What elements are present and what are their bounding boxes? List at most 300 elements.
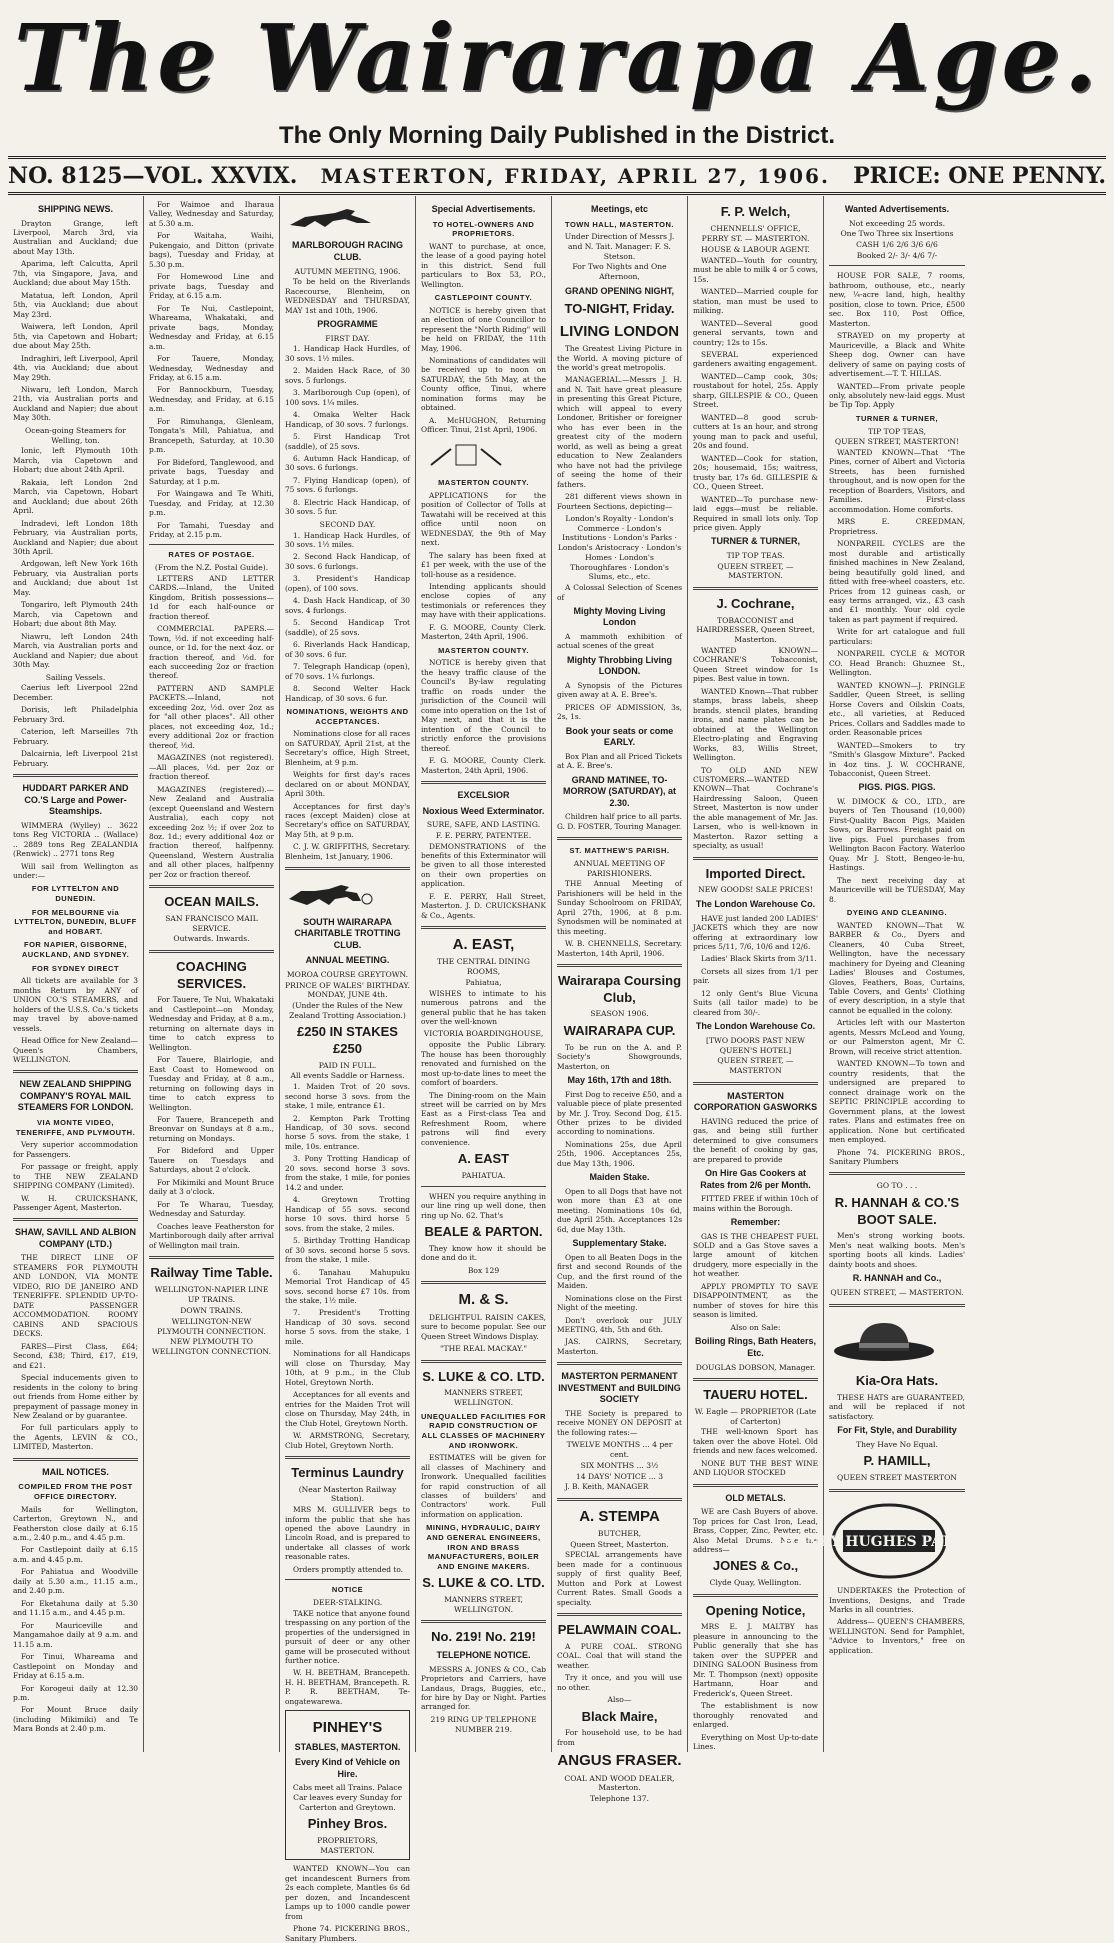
warehouse-heading-2: The London Warehouse Co.	[695, 1021, 816, 1032]
caption: DOUGLAS DOBSON, Manager.	[695, 1362, 816, 1372]
text: PRICES OF ADMISSION, 3s, 2s, 1s.	[557, 702, 682, 722]
caption: TOBACCONIST and HAIRDRESSER, Queen Street, Masterton.	[696, 615, 815, 645]
text: Drayton Grange, left Liverpool, March 3rd, via Australian and Auckland; due about May 13th.	[13, 218, 138, 256]
text: Nominations close on the First Night of the meeting.	[557, 1293, 682, 1313]
text: HAVE just landed 200 LADIES' JACKETS which they are now offering at extraordinary low prices 5/11, 7/6, 10/6 and 12/6.	[693, 913, 818, 951]
text: MAGAZINES (registered).—New Zealand and Australia (except Queensland and Western Australia), each copy not exceeding 2oz ½; if over 2oz to 8oz. 1d.; every additional 4oz or fraction thereof, halfpenny. Queensland, Western Australia and all other places, halfpenny per 2oz or fraction thereof.	[149, 784, 274, 879]
divider	[13, 774, 138, 777]
text: SPECIAL arrangements have been made for a continuous supply of first quality Beef, Mutton and Pork at Lowest Current Rates. Small Goods a specialty.	[557, 1550, 682, 1607]
divider	[285, 867, 410, 870]
issue-date: MASTERTON, FRIDAY, APRIL 27, 1906.	[320, 164, 830, 188]
text: The salary has been fixed at £1 per week, with the use of the toll-house as a residence.	[421, 550, 546, 579]
pinhey-bros-heading: Pinhey Bros.	[307, 1816, 388, 1832]
pigs-heading: PIGS. PIGS. PIGS.	[858, 782, 936, 793]
race-item: 5. First Handicap Trot (saddle), of 25 sovs.	[285, 432, 410, 451]
luke-heading-2: S. LUKE & CO. LTD.	[422, 1575, 545, 1591]
tonight-heading: TO-NIGHT, Friday.	[564, 301, 675, 317]
text: For Waingawa and Te Whiti, Tuesday, and Friday, at 12.30 p.m.	[149, 489, 274, 518]
text: WANTED KNOWN—COCHRANE'S Tobacconist, Queen Street window for 1s pipes. Best value in town.	[693, 645, 818, 684]
caption: NEW PLYMOUTH TO WELLINGTON CONNECTION.	[151, 1337, 272, 1356]
text: WANTED KNOWN—That "The Pines, corner of Albert and Victoria Streets, has been furnished throughout, and is now open for the reception of Boarders, Visitors, and Families. First-class accommodation. Home comforts.	[829, 447, 965, 514]
caption: DEER-STALKING.	[312, 1597, 383, 1607]
pelawmain-heading: PELAWMAIN COAL.	[557, 1622, 682, 1638]
divider	[693, 587, 818, 590]
caption: (From the N.Z. Postal Guide).	[154, 563, 269, 573]
text: For Rimuhanga, Glenleam, Tongata's Mill, Pahiatua, and Brancepeth, Saturday, at 10.30 p.m.	[149, 416, 274, 455]
race-item: 4. Omaka Welter Hack Handicap, of 30 sovs. 7 furlongs.	[285, 410, 410, 429]
shaw-savill-heading: SHAW, SAVILL AND ALBION COMPANY (LTD.)	[14, 1227, 136, 1249]
divider	[149, 950, 274, 953]
text: A PURE COAL. STRONG COAL. Coal that will stand the weather.	[557, 1641, 682, 1670]
caption: PRINCE OF WALES' BIRTHDAY. MONDAY, JUNE 4th.	[285, 980, 410, 1000]
masthead-rule-top	[8, 156, 1106, 159]
column-1	[8, 196, 144, 1752]
text: WANTED KNOWN—J. PRINGLE Saddler, Queen Street, is selling Horse Covers and Oilskin Coats, etc., all varieties, at Reduced Prices. Collars and Saddles made to order. Reasonable prices	[829, 680, 965, 738]
caption: MANNERS STREET, WELLINGTON.	[444, 1388, 523, 1408]
text: THESE HATS are GUARANTEED, and will be replaced if not satisfactory.	[829, 1392, 965, 1421]
text: ESTIMATES will be given for all classes of Machinery and Ironwork. Unequalled facilities for rapid construction of all classes of builders' and Contractors' work. Full information on application.	[421, 1453, 546, 1519]
a-east-heading: A. EAST,	[452, 936, 515, 954]
text: WANTED—Youth for country, must be able to milk 4 or 5 cows, 15s.	[693, 255, 818, 284]
dyeing-heading: DYEING AND CLEANING.	[846, 908, 948, 918]
divider	[149, 544, 274, 545]
divider	[693, 1082, 818, 1085]
coaching-heading: COACHING SERVICES.	[176, 959, 247, 991]
caption: QUEEN STREET, — MASTERTON	[717, 1056, 794, 1075]
caption: CHENNELLS' OFFICE,	[710, 223, 801, 233]
caption: MANNERS STREET, WELLINGTON.	[444, 1595, 523, 1614]
masthead-rule-bottom	[8, 192, 1106, 195]
caption: Outwards. Inwards.	[173, 934, 250, 944]
race-item: 2. Maiden Hack Race, of 30 sovs. 5 furlongs.	[285, 366, 410, 385]
text: Nominations of candidates will be received up to noon on SATURDAY, the 5th May, at the County office, Tinui, where nomination forms may be obtained.	[421, 355, 546, 413]
caption: QUEEN STREET MASTERTON	[837, 1472, 957, 1482]
nominations-heading: NOMINATIONS, WEIGHTS AND ACCEPTANCES.	[286, 707, 409, 726]
text: WE are Cash Buyers of above. Top prices for Cast Iron, Lead, Brass, Copper, Zinc, Pewter, etc. Also Metal Drums. Note the address—	[693, 1507, 818, 1555]
text: WHEN you require anything in our line ring up well done, then ring up No. 62. That's	[421, 1191, 546, 1220]
text: For Korogeui daily at 12.30 p.m.	[13, 1683, 138, 1702]
divider	[693, 857, 818, 860]
beale-heading: BEALE & PARTON.	[424, 1224, 543, 1240]
terminus-heading: Terminus Laundry	[291, 1465, 404, 1481]
text: NOTICE is hereby given that the heavy traffic clause of the Council's By-law regulating traffic on roads under the jurisdiction of the Council will come into operation on the 1st of May next, and that it is the intention of the Council to strictly enforce the provisions thereof.	[421, 658, 546, 753]
text: Tongariro, left Plymouth 24th March, via Capetown and Hobart; due about 8th May.	[13, 600, 138, 629]
caption: PERRY ST. — MASTERTON.	[701, 234, 810, 244]
race-item: 1. Handicap Hack Hurdles, of 30 sovs. 1½ miles.	[285, 530, 410, 550]
text: For Pahiatua and Woodville daily at 5.30 a.m., 11.15 a.m., and 2.40 p.m.	[13, 1567, 138, 1596]
divider	[557, 1362, 682, 1365]
column-3	[280, 196, 416, 1943]
meetings-heading: Meetings, etc	[590, 204, 648, 214]
caption: W. Eagle — PROPRIETOR (Late of Carterton)	[694, 1406, 817, 1426]
text: Niawru, left London 24th March, via Australian ports and Auckland and Napier; due about 30th May.	[13, 631, 138, 670]
divider	[421, 1281, 546, 1284]
book-heading: Book your seats or come EARLY.	[565, 725, 674, 748]
text: Open to all Beaten Dogs in the first and second Rounds of the Cup, and the first round of the Maiden.	[557, 1252, 682, 1291]
rate-row: SIX MONTHS ... 3½	[580, 1460, 659, 1470]
a-east-heading-2: A. EAST	[457, 1151, 510, 1167]
text: Weights for first day's races declared on or about MONDAY, April 30th.	[285, 770, 410, 799]
postage-heading: RATES OF POSTAGE.	[168, 550, 255, 560]
text: For Tauere, Brancepeth and Breonvar on Sundays at 8 a.m., returning on Mondays.	[149, 1114, 274, 1143]
race-item: 4. Dash Hack Handicap, of 30 sovs. 4 furlongs.	[285, 596, 410, 615]
caption: QUEEN STREET, — MASTERTON.	[717, 561, 794, 581]
caption: ANNUAL MEETING OF PARISHIONERS.	[573, 858, 666, 878]
divider	[149, 885, 274, 888]
supplementary-heading: Supplementary Stake.	[572, 1238, 667, 1249]
divider	[829, 265, 965, 266]
jones-heading: JONES & Co.,	[712, 1558, 799, 1574]
text: NOTICE is hereby given that an election of one Councillor to represent the "North Riding" will be held on FRIDAY, the 11th May, 1906.	[421, 305, 546, 353]
racehorse-icon	[285, 203, 375, 231]
text: A Colossal Selection of Scenes of	[557, 583, 682, 602]
caption: PAID IN FULL.	[318, 1060, 377, 1070]
wairarapa-cup-heading: WAIRARAPA CUP.	[563, 1023, 676, 1039]
caption: SAN FRANCISCO MAIL SERVICE.	[165, 913, 258, 933]
text: For Tauere, Te Nui, Whakataki and Castlepoint—on Monday, Wednesday and Friday, at 8 a.m., returning on alternate days in time to catch express to Wellington.	[149, 995, 274, 1052]
divider	[693, 1378, 818, 1381]
text: WANTED—Camp cook, 30s; roustabout for hotel, 25s. Apply sharp, GILLESPIE & CO., Queen Street.	[693, 371, 818, 410]
caption: MOROA COURSE GREYTOWN.	[286, 969, 409, 979]
text: The establishment is now thoroughly renovated and enlarged.	[693, 1701, 818, 1730]
text: All tickets are available for 3 months Return by ANY of UNION CO.'S STEAMERS, and holders of the U.S.S. Co.'s tickets may travel by above-named vessels.	[13, 976, 138, 1033]
text: GAS IS THE CHEAPEST FUEL SOLD and a Gas Stove saves a large amount of kitchen drudgery, more especially in the hot weather.	[693, 1231, 818, 1279]
coursing-heading: Wairarapa Coursing Club,	[557, 973, 682, 1005]
may-heading: May 16th, 17th and 18th.	[567, 1075, 672, 1086]
caption: DOWN TRAINS.	[180, 1306, 243, 1316]
pinhey-heading: PINHEY'S	[312, 1719, 383, 1737]
text: Will sail from Wellington as under:—	[13, 861, 138, 880]
text: For Bideford and Upper Tauere on Tuesdays and Saturdays, about 2 o'clock.	[149, 1146, 274, 1175]
divider	[829, 1304, 965, 1307]
text: WANTED Known—That rubber stamps, brass labels, sheep brands, stencil plates, branding irons, and name plates can be obtained at the Wellington Electro-plating and Engraving Works, 83, Willis Street, Wellington.	[693, 686, 818, 763]
text: THE well-known Sport has taken over the above Hotel. Old friends and new faces welcomed.	[693, 1427, 818, 1456]
text: WANTED—To purchase new-laid eggs—must be reliable. Required in small lots only. Top price given. Apply	[693, 494, 818, 532]
text: For household use, to be had from	[557, 1728, 682, 1747]
mighty-heading: Mighty Moving Living London	[573, 605, 666, 628]
text: Head Office for New Zealand—Queen's Chambers, WELLINGTON.	[13, 1036, 138, 1064]
text: Phone 74. PICKERING BROS., Sanitary Plumbers.	[285, 1924, 410, 1943]
programme-heading: PROGRAMME	[317, 319, 378, 330]
text: Indradevi, left London 18th February, via Australian ports, Auckland and Napier; due about 30th April.	[13, 518, 138, 557]
caption: THE CENTRAL DINING ROOMS,	[437, 957, 530, 977]
caption: Queen Street, Masterton.	[570, 1539, 669, 1549]
town-hall-heading: TOWN HALL, MASTERTON.	[565, 219, 674, 229]
text: For Tamahi, Tuesday and Friday, at 2.15 p.m.	[149, 520, 274, 539]
text: The Dining-room on the Main street will be carried on by Mrs East as a First-class Tea and Refreshment Room, where patrons will find every convenience.	[421, 1090, 546, 1147]
caption: QUEEN STREET, MASTERTON!	[834, 437, 960, 447]
text: WANTED—Married couple for station, man must be used to milking.	[693, 287, 818, 316]
route-heading: FOR LYTTELTON AND DUNEDIN.	[31, 884, 120, 904]
gasworks-heading: MASTERTON CORPORATION GASWORKS	[693, 1090, 818, 1113]
welch-heading: F. P. Welch,	[720, 204, 791, 219]
dateline-bar	[8, 162, 1106, 190]
column-4	[416, 196, 552, 1752]
rate-row: TWELVE MONTHS ... 4 per cent.	[566, 1440, 673, 1460]
text: APPLICATIONS for the position of Collector of Tolls at Tawatahi will be received at this office until noon on WEDNESDAY, the 9th of May next.	[421, 490, 546, 548]
text: Open to all Dogs that have not won more than £3 at one meeting. Nominations 10s 6d, due April 25th. Acceptances 12s 6d, due May 13th.	[557, 1186, 682, 1234]
text: 2. Kempton Park Trotting Handicap, of 30 sovs. second horse 5 sovs. from the stake, 1 mile, 10s. entrance.	[285, 1113, 410, 1151]
telephone-heading: TELEPHONE NOTICE.	[436, 1650, 531, 1661]
text: The Greatest Living Picture in the World. A moving picture of the world's great metropolis.	[557, 344, 682, 372]
text: For Bannockburn, Tuesday, Wednesday, and Friday, at 6.15 a.m.	[149, 385, 274, 414]
caption: VICTORIA BOARDINGHOUSE,	[423, 1029, 544, 1039]
railway-heading: Railway Time Table.	[150, 1265, 273, 1281]
divider	[693, 1594, 818, 1597]
text: THE Annual Meeting of Parishioners will be held in the Sunday Schoolroom on FRIDAY, April 27th, 1906, at 8 p.m. Synodsmen will be nominated at this meeting.	[557, 879, 682, 936]
on-hire-heading: On Hire Gas Cookers at Rates from 2/6 per Month.	[700, 1168, 811, 1190]
text: PATTERN AND SAMPLE PACKETS.—Inland, not exceeding 2oz, ½d. over 2oz as for "all other places". All other places, not exceeding 4oz, 1d.; every additional 2oz or fraction thereof, ½d.	[149, 683, 274, 750]
text: NONPAREIL CYCLE & MOTOR CO. Head Branch: Ghuznee St., Wellington.	[829, 649, 965, 678]
text: For Mikimiki and Mount Bruce daily at 3 o'clock.	[149, 1177, 274, 1197]
text: Men's strong working boots. Men's neat walking boots. Men's sporting boots all kinds. Ladies' dainty boots and shoes.	[829, 1231, 965, 1269]
text: WANTED KNOWN—To town and country residents, that the undersigned are prepared to connect drainage work on the SEPTIC PRINCIPLE according to Government plans, at the lowest rates. Plans and estimates free on application. None but certificated men employed.	[829, 1059, 965, 1145]
text: Dorisis, left Philadelphia February 3rd.	[13, 705, 138, 724]
divider	[421, 1620, 546, 1623]
text: For full particulars apply to the Agents, LEVIN & CO., LIMITED, Masterton.	[13, 1423, 138, 1452]
text: Nominations close for all races on SATURDAY, April 21st, at the Secretary's office, High Street, Blenheim, at 9 p.m.	[285, 729, 410, 767]
caption: SURE, SAFE, AND LASTING.	[426, 820, 541, 830]
caption: They Have No Equal.	[856, 1439, 938, 1449]
caption: "THE REAL MACKAY."	[440, 1343, 527, 1353]
text: A Synopsis of the Pictures given away at A. E. Bree's.	[557, 680, 682, 700]
text: FARES—First Class, £64; Second, £38; Third, £17, £19, and £21.	[13, 1341, 138, 1370]
caption: GO TO . . .	[876, 1181, 918, 1191]
text: WANTED—8 good scrub-cutters at 1s an hour, and strong young man to pack and useful, 20s and found.	[693, 412, 818, 451]
divider	[557, 1498, 682, 1501]
text: For Mauriceville and Mangamahoe daily at 9 a.m. and 11.15 a.m.	[13, 1620, 138, 1649]
caption: WELLINGTON-NAPIER LINE	[154, 1284, 269, 1294]
route-heading: FOR NAPIER, GISBORNE, AUCKLAND, AND SYDNEY.	[21, 940, 130, 960]
divider	[421, 781, 546, 784]
old-metals-heading: OLD METALS.	[725, 1492, 786, 1503]
text: Ladies' Black Skirts from 3/11.	[701, 954, 817, 964]
text: J. B. Keith, MANAGER	[565, 1482, 649, 1492]
caption: [TWO DOORS PAST NEW QUEEN'S HOTEL]	[706, 1035, 805, 1055]
subheading: Sailing Vessels.	[45, 672, 106, 682]
caption: UP TRAINS.	[187, 1295, 236, 1305]
boot-sale-heading: R. HANNAH & CO.'S BOOT SALE.	[834, 1195, 960, 1227]
caption: PROPRIETORS, MASTERTON.	[317, 1835, 378, 1855]
text: They know how it should be done and do it.	[421, 1243, 546, 1263]
text: Acceptances for first day's races (except Maiden) close at Secretary's office on SATURDAY, May 5th, at 9 p.m.	[285, 801, 410, 839]
vehicle-heading: Every Kind of Vehicle on Hire.	[294, 1757, 401, 1779]
hotel-heading: TO HOTEL-OWNERS AND PROPRIETORS.	[432, 219, 535, 239]
grand-opening-heading: GRAND OPENING NIGHT,	[564, 285, 674, 296]
caption: SECOND DAY.	[319, 519, 376, 529]
race-item: 6. Riverlands Hack Handicap, of 30 sovs. 6 fur.	[285, 640, 410, 659]
text: WISHES to intimate to his numerous patrons and the general public that he has taken over the well-known	[421, 988, 546, 1027]
text: Articles left with our Masterton agents, Messrs McLeod and Young, or our Palmerston agent, Mr C. Brown, will receive strict attention.	[829, 1018, 965, 1056]
text: Aparima, left Calcutta, April 7th, via Singapore, Java, and Auckland; due about May 15th.	[13, 259, 138, 288]
text: MANAGERIAL.—Messrs J. H. and N. Tait have great pleasure in presenting this Great Picture, which will appeal to every Londoner, Britisher or foreigner who has ever been in the greatest city of the modern world, as well as being a great education to New Zealanders who have not had the privilege of seeing the home of their fathers.	[557, 375, 682, 489]
rate-row: Booked 2/- 3/- 4/6 7/-	[856, 250, 938, 260]
race-item: 3. President's Handicap (open), of 100 sovs.	[285, 574, 410, 593]
text: Caterion, left Marseilles 7th February.	[13, 727, 138, 746]
divider	[13, 1070, 138, 1073]
special-ads-heading: Special Advertisements.	[431, 204, 536, 214]
permanent-society-heading: MASTERTON PERMANENT INVESTMENT and BUILDING SOCIETY	[558, 1371, 681, 1405]
column-5	[552, 196, 688, 1804]
route-heading: FOR SYDNEY DIRECT	[31, 963, 120, 973]
text: C. J. W. GRIFFITHS, Secretary. Blenheim, 1st January, 1906.	[285, 842, 410, 861]
divider	[421, 1360, 546, 1363]
stables-heading: STABLES, MASTERTON.	[294, 1741, 401, 1752]
caption: Under Direction of Messrs J. and N. Tait. Manager: F. S. Stetson.	[564, 232, 675, 261]
text: W. H. BEETHAM, Brancepeth. H. H. BEETHAM, Brancepeth. R. P. R. BEETHAM, Te-ongatewarewa.	[285, 1668, 410, 1706]
caption: SEASON 1906.	[590, 1009, 649, 1019]
text: Try it once, and you will use no other.	[557, 1673, 682, 1692]
wanted-ads-heading: Wanted Advertisements.	[844, 204, 950, 214]
trotting-horse-icon	[285, 879, 375, 907]
race-item: 8. Electric Hack Handicap, of 30 sovs. 5 fur.	[285, 497, 410, 517]
caption: One Two Three six Insertions	[840, 229, 954, 239]
text: TAKE notice that anyone found trespassing on any portion of the properties of the undersigned in pursuit of deer or any other game will be prosecuted without further notice.	[285, 1608, 410, 1666]
text: Children half price to all parts. G. D. FOSTER, Touring Manager.	[557, 812, 682, 831]
masthead-tagline: The Only Morning Daily Published in the District.	[278, 122, 836, 149]
text: WANT to purchase, at once, the lease of a good paying hotel in this district. Send full particulars to Box 53, P.O., Wellington.	[421, 241, 546, 289]
text: F. G. MOORE, County Clerk. Masterton, 24th April, 1906.	[421, 756, 546, 775]
text: Write for art catalogue and full particulars:	[829, 627, 965, 646]
nz-shipping-heading: NEW ZEALAND SHIPPING COMPANY'S ROYAL MAIL STEAMERS FOR LONDON.	[17, 1079, 134, 1113]
caption: (Under the Rules of the New Zealand Trotting Association.)	[289, 1001, 406, 1020]
text: For Waitaha, Waihi, Pukengaio, and Ditton (private bags), Tuesday and Friday, at 5.30 p.m.	[149, 231, 274, 269]
column-6	[688, 196, 824, 1752]
marlborough-heading: MARLBOROUGH RACING CLUB.	[292, 240, 403, 262]
divider	[557, 964, 682, 967]
text: Phone 74. PICKERING BROS., Sanitary Plumbers	[829, 1147, 965, 1166]
text: MRS E. CREEDMAN, Proprietress.	[829, 517, 965, 536]
no219-heading: No. 219! No. 219!	[431, 1629, 536, 1645]
subheading: Ocean-going Steamers for Welling, ton.	[25, 425, 126, 445]
st-matthew-heading: ST. MATTHEW'S PARISH.	[569, 846, 670, 856]
issue-number: NO. 8125—VOL. XXVIX.	[8, 163, 298, 189]
caption: London's Royalty · London's Commerce · London's Institutions · London's Parks · London's Aristocracy · London's Homes · London's Thoroughfares · London's Slums, etc., etc.	[557, 514, 682, 582]
text: To be held on the Riverlands Racecourse, Blenheim, on WEDNESDAY and THURSDAY, MAY 1st and 10th, 1906.	[285, 277, 410, 315]
text: Ardgowan, left New York 16th February, via Australian ports and Auckland; due about 1st May.	[13, 559, 138, 597]
masterton-county-heading-2: MASTERTON COUNTY.	[438, 645, 529, 655]
caption: Clyde Quay, Wellington.	[709, 1578, 802, 1588]
text: Nominations for all Handicaps will close on Thursday, May 10th, at 9 p.m., in the Club Hotel, Greytown North.	[285, 1349, 410, 1387]
text: WIMMERA (Wylley) .. 3622 tons Reg VICTORIA .. (Wallace) .. 2889 tons Reg ZEALANDIA (Renwick) .. 2771 tons Reg	[13, 820, 138, 859]
text: Acceptances for all events and entries for the Maiden Trot will close on Thursday, May 24th, in the Club Hotel, Greytown North.	[285, 1390, 410, 1428]
ocean-mails-heading: OCEAN MAILS.	[164, 894, 259, 910]
divider	[557, 837, 682, 840]
caption: Also on Sale:	[730, 1322, 781, 1332]
coat-of-arms-icon	[421, 441, 511, 469]
annual-meeting-heading: ANNUAL MEETING.	[305, 955, 390, 966]
caption: All events Saddle or Harness.	[290, 1071, 405, 1081]
caption: HOUSE & LABOUR AGENT.	[701, 245, 810, 255]
seal-text: HENRY HUGHES PATENTS	[782, 1533, 996, 1550]
text: For Tauere, Monday, Wednesday, Wednesday and Friday, at 6.15 a.m.	[149, 354, 274, 382]
text: W. ARMSTRONG, Secretary, Club Hotel, Greytown North.	[285, 1431, 410, 1450]
text: Very superior accommodation for Passengers.	[13, 1140, 138, 1159]
ms-heading: M. & S.	[458, 1291, 509, 1309]
race-item: 6. Autumn Hack Handicap, of 30 sovs. 6 furlongs.	[285, 454, 410, 473]
mining-heading: MINING, HYDRAULIC, DAIRY AND GENERAL ENGINEERS, IRON AND BRASS MANUFACTURERS, BOILER AND ENGINE MAKERS.	[426, 1523, 541, 1571]
text: Waiwera, left London, April 5th, via Capetown and Hobart; due about May 25th.	[13, 322, 138, 351]
text: APPLY PROMPTLY TO SAVE DISAPPOINTMENT, as the number of stoves for hire this season is limited.	[693, 1281, 818, 1320]
boiling-heading: Boiling Rings, Bath Heaters, Etc.	[694, 1336, 817, 1358]
caption: FIRST DAY.	[325, 333, 370, 343]
text: 3. Pony Trotting Handicap of 20 sovs. second horse 3 sovs. from the stake, 1 mile, for ponies 14.2 and under.	[285, 1154, 410, 1192]
south-wairarapa-heading: SOUTH WAIRARAPA CHARITABLE TROTTING CLUB.	[294, 916, 401, 950]
text: JAS. CAIRNS, Secretary, Masterton.	[557, 1337, 682, 1356]
text: NONPAREIL CYCLES are the most durable and artistically finished machines in New Zealand, being beautifully gold lined, and fitted with free-wheel coasters, etc. Prices from 12 guineas cash, or easy terms arranged, viz., £3 cash and £1 monthly. Your old cycle taken as part payment if required.	[829, 539, 965, 624]
text: For Tinui, Whareama and Castlepoint on Monday and Friday at 6.15 a.m.	[13, 1652, 138, 1681]
luke-heading: S. LUKE & CO. LTD.	[422, 1368, 545, 1384]
kia-ora-heading: Kia-Ora Hats.	[855, 1372, 939, 1388]
text: 12 only Gent's Blue Vicuna Suits (all tailor made) to be cleared from 30/-.	[693, 988, 818, 1017]
caption: F. E. PERRY, PATENTEE.	[435, 830, 532, 840]
caption: COAL AND WOOD DEALER, Masterton.	[564, 1773, 675, 1793]
text: HOUSE FOR SALE, 7 rooms, bathroom, outhouse, etc., nearly new, ¼-acre land, high, healthy position, close to town. Price, £500 sec. Box 110, Post Office, Masterton.	[829, 271, 965, 328]
divider	[285, 1456, 410, 1459]
text: Corsets all sizes from 1/1 per pair.	[693, 966, 818, 986]
caption: NEW GOODS! SALE PRICES!	[698, 885, 813, 895]
text: F. E. PERRY, Hall Street, Masterton. J. D. CRUICKSHANK & Co., Agents.	[421, 891, 546, 920]
text: For Te Wharau, Tuesday, Wednesday and Saturday.	[149, 1199, 274, 1219]
text: opposite the Public Library. The house has been thoroughly renovated and furnished on the most up-to-date lines to meet the comfort of boarders.	[421, 1040, 546, 1088]
text: For Mount Bruce daily (including Mikimiki) and Te Mara Bonds at 2.40 p.m.	[13, 1705, 138, 1734]
column-2	[144, 196, 280, 1752]
imported-heading: Imported Direct.	[705, 865, 806, 881]
text: Niwaru, left London, March 21th, via Australian ports and Auckland and Napier; due about May 30th.	[13, 385, 138, 423]
race-item: 7. Flying Handicap (open), of 75 sovs. 6 furlongs.	[285, 475, 410, 495]
text: For Castlepoint daily at 6.15 a.m. and 4.45 p.m.	[13, 1545, 138, 1564]
divider	[421, 1186, 546, 1187]
text: 281 different views shown in Fourteen Sections, depicting—	[557, 492, 682, 511]
race-item: 8. Second Welter Hack Handicap, of 30 sovs. 6 fur.	[285, 684, 410, 703]
route-heading: FOR MELBOURNE via LYTTELTON, DUNEDIN, BLUFF and HOBART.	[14, 907, 137, 936]
throbbing-heading: Mighty Throbbing Living LONDON.	[567, 654, 672, 677]
shipping-news-heading: SHIPPING NEWS.	[37, 204, 113, 214]
hamill-heading: P. HAMILL,	[863, 1453, 931, 1469]
divider	[285, 1579, 410, 1580]
mail-notices-heading: MAIL NOTICES.	[42, 1466, 109, 1477]
text: WANTED—From private people only, absolutely new-laid eggs. Must be Tip Top. Apply	[829, 381, 965, 410]
text: For Homewood Line and private bags, Tuesday and Friday, at 6.15 a.m.	[149, 272, 274, 301]
text: WANTED KNOWN—That W. BARBER & Co., Dyers and Cleaners, 40 Cuba Street, Wellington, have the necessary machinery for Dyeing and Cleaning Ladies' Blouses and Costumes, Gloves, Feathers, Boas, Curtains, Table Covers, and Gents' Clothing of every description, in a style that cannot be equalled in the colony.	[829, 920, 965, 1015]
caption: Cabs meet all Trains. Palace Car leaves every Sunday for Carterton and Greytown.	[292, 1783, 403, 1812]
text: Matatua, left London, April 5th, via Auckland; due about May 23rd.	[13, 290, 138, 319]
matinee-heading: GRAND MATINEE, TO-MORROW (SATURDAY), at 2.30.	[563, 774, 676, 808]
text: Address— QUEEN'S CHAMBERS, WELLINGTON. Send for Pamphlet, "Advice to Inventors," free on application.	[829, 1617, 965, 1655]
masthead-title: The Wairarapa Age.	[13, 3, 1101, 112]
divider	[829, 1489, 965, 1492]
caption: AUTUMN MEETING, 1906.	[294, 266, 401, 276]
text: F. G. MOORE, County Clerk. Masterton, 24th April, 1906.	[421, 622, 546, 642]
notice-heading: NOTICE	[331, 1585, 364, 1595]
taueru-heading: TAUERU HOTEL.	[703, 1387, 808, 1403]
race-item: 2. Second Hack Handicap, of 30 sovs. 6 furlongs.	[285, 552, 410, 571]
divider	[13, 1218, 138, 1221]
text: A. McHUGHON, Returning Officer. Tinui, 21st April, 1906.	[421, 415, 546, 435]
unequalled-heading: UNEQUALLED FACILITIES FOR RAPID CONSTRUCTION OF ALL CLASSES OF MACHINERY AND IRONWORK.	[421, 1411, 546, 1450]
race-item: 1. Handicap Hack Hurdles, of 30 sovs. 1½ miles.	[285, 344, 410, 363]
text: LETTERS AND LETTER CARDS.—Inland, the United Kingdom, British possessions—1d for each half-ounce or fraction thereof.	[149, 573, 274, 621]
text: Intending applicants should enclose copies of any testimonials or references they may have with their applications.	[421, 582, 546, 620]
column-7	[782, 196, 996, 1752]
caption: Telephone 137.	[590, 1794, 649, 1804]
turner-heading: TURNER & TURNER,	[711, 536, 800, 547]
race-item: 3. Marlborough Cup (open), of 100 sovs. 1¼ miles.	[285, 388, 410, 407]
text: THE Society is prepared to receive MONEY ON DEPOSIT at the following rates:—	[557, 1408, 682, 1437]
text: COMMERCIAL PAPERS.—Town, ½d. if not exceeding half-ounce, or 1d. for the next 4oz. or fraction thereof, and ½d. for each succeeding 2oz or fraction thereof.	[149, 624, 274, 681]
divider	[693, 1484, 818, 1487]
text: DEMONSTRATIONS of the benefits of this Exterminator will be given to all those interested on their own properties on application.	[421, 841, 546, 889]
